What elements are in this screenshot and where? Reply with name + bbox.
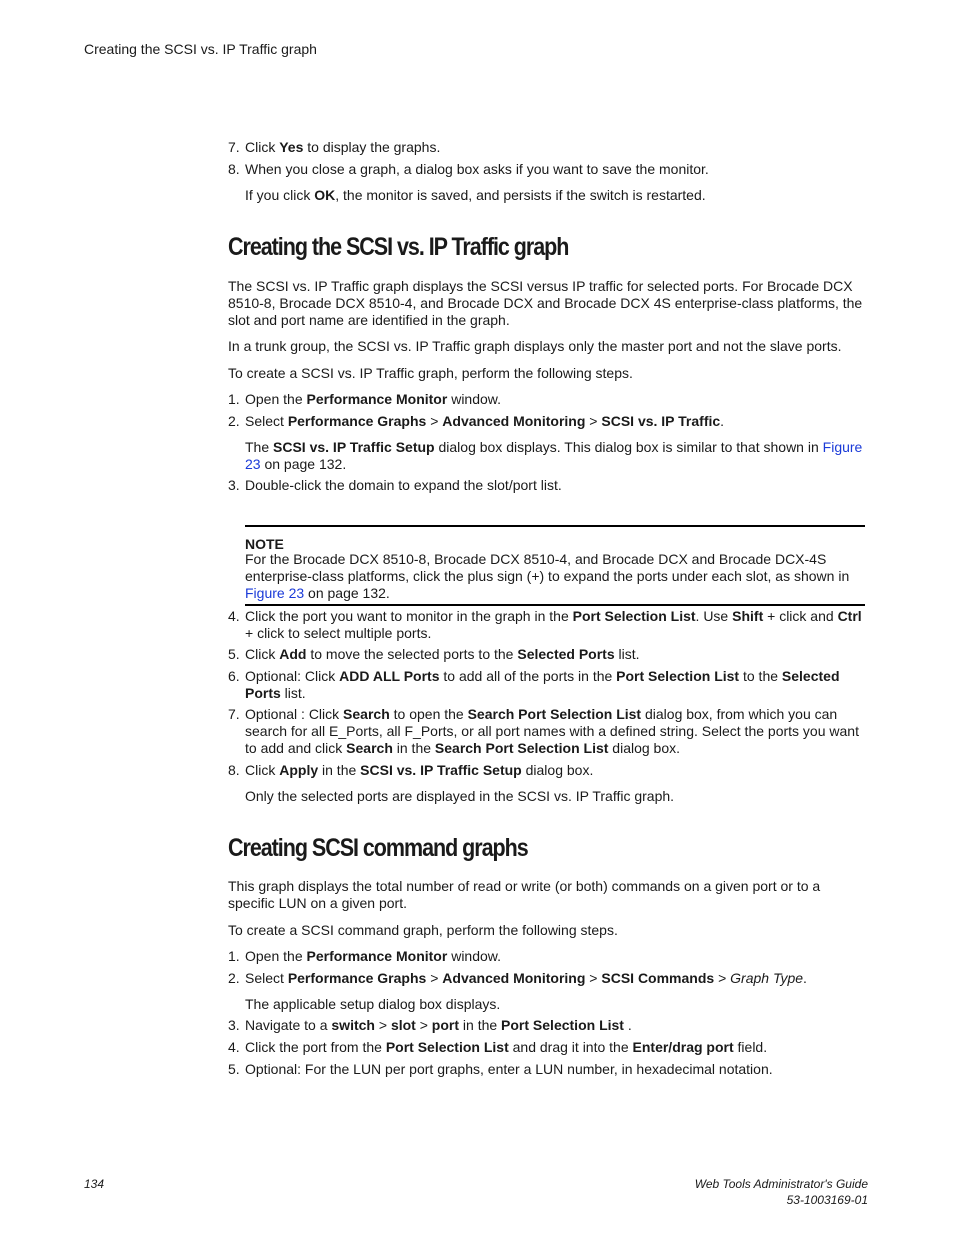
list-item: 7. Optional : Click Search to open the Search Port Selection List dialog box, from which you can search for all E_Ports, all F_Ports, or all port names with a defined string. Select the ports you want to add and click Search in the Search Port Selection List dialog box. [228, 706, 859, 756]
paragraph: To create a SCSI command graph, perform the following steps. [228, 922, 618, 938]
list-item: 4. Click the port you want to monitor in the graph in the Port Selection List. Use Shift + click and Ctrl + click to select multiple ports. [228, 608, 862, 641]
list-item: 8. When you close a graph, a dialog box asks if you want to save the monitor. [228, 161, 709, 177]
running-header: Creating the SCSI vs. IP Traffic graph [84, 41, 317, 57]
note-top-rule [245, 525, 865, 527]
note-bottom-rule [245, 604, 865, 606]
list-item: 5. Optional: For the LUN per port graphs, enter a LUN number, in hexadecimal notation. [228, 1061, 773, 1077]
list-item: 3. Navigate to a switch > slot > port in the Port Selection List . [228, 1017, 632, 1033]
figure-link[interactable]: Figure 23 [245, 439, 863, 472]
list-item: 2. Select Performance Graphs > Advanced Monitoring > SCSI Commands > Graph Type. [228, 970, 807, 986]
note-body: For the Brocade DCX 8510-8, Brocade DCX 8510-4, and Brocade DCX and Brocade DCX-4S enterprise-class platforms, click the plus sign (+) to expand the ports under each slot, as shown in Figure 23 on page 132. [245, 551, 850, 601]
section-heading: Creating the SCSI vs. IP Traffic graph [228, 233, 569, 261]
footer-doc-info [695, 1176, 868, 1208]
step-followup: The applicable setup dialog box displays. [245, 996, 501, 1012]
paragraph: This graph displays the total number of read or write (or both) commands on a given port or to a specific LUN on a given port. [228, 878, 821, 911]
note-title: NOTE [245, 536, 284, 552]
step-followup: Only the selected ports are displayed in the SCSI vs. IP Traffic graph. [245, 788, 675, 804]
paragraph: In a trunk group, the SCSI vs. IP Traffic graph displays only the master port and not the slave ports. [228, 338, 842, 354]
doc-title: Web Tools Administrator's Guide [694, 1177, 868, 1191]
list-item: 6. Optional: Click ADD ALL Ports to add all of the ports in the Port Selection List to the Selected Ports list. [228, 668, 840, 701]
list-item: 1. Open the Performance Monitor window. [228, 391, 502, 407]
figure-link[interactable]: Figure 23 [245, 585, 305, 601]
list-item: 7. Click Yes to display the graphs. [228, 139, 441, 155]
section-heading: Creating SCSI command graphs [228, 834, 528, 862]
step-followup: If you click OK, the monitor is saved, and persists if the switch is restarted. [245, 187, 706, 203]
list-item: 5. Click Add to move the selected ports to the Selected Ports list. [228, 646, 640, 662]
list-item: 4. Click the port from the Port Selection List and drag it into the Enter/drag port field. [228, 1039, 768, 1055]
list-item: 2. Select Performance Graphs > Advanced Monitoring > SCSI vs. IP Traffic. [228, 413, 725, 429]
list-item: 3. Double-click the domain to expand the slot/port list. [228, 477, 562, 493]
doc-number: 53-1003169-01 [786, 1193, 868, 1207]
list-item: 8. Click Apply in the SCSI vs. IP Traffic Setup dialog box. [228, 762, 594, 778]
page-number: 134 [84, 1177, 105, 1191]
list-item: 1. Open the Performance Monitor window. [228, 948, 502, 964]
paragraph: To create a SCSI vs. IP Traffic graph, perform the following steps. [228, 365, 633, 381]
paragraph: The SCSI vs. IP Traffic graph displays the SCSI versus IP traffic for selected ports. For Brocade DCX 8510-8, Brocade DCX 8510-4, and Brocade DCX and Brocade DCX 4S enterprise-class platforms, the slot and port name are identified in the graph. [228, 278, 863, 328]
step-followup: The SCSI vs. IP Traffic Setup dialog box displays. This dialog box is similar to that shown in Figure 23 on page 132. [245, 439, 863, 472]
